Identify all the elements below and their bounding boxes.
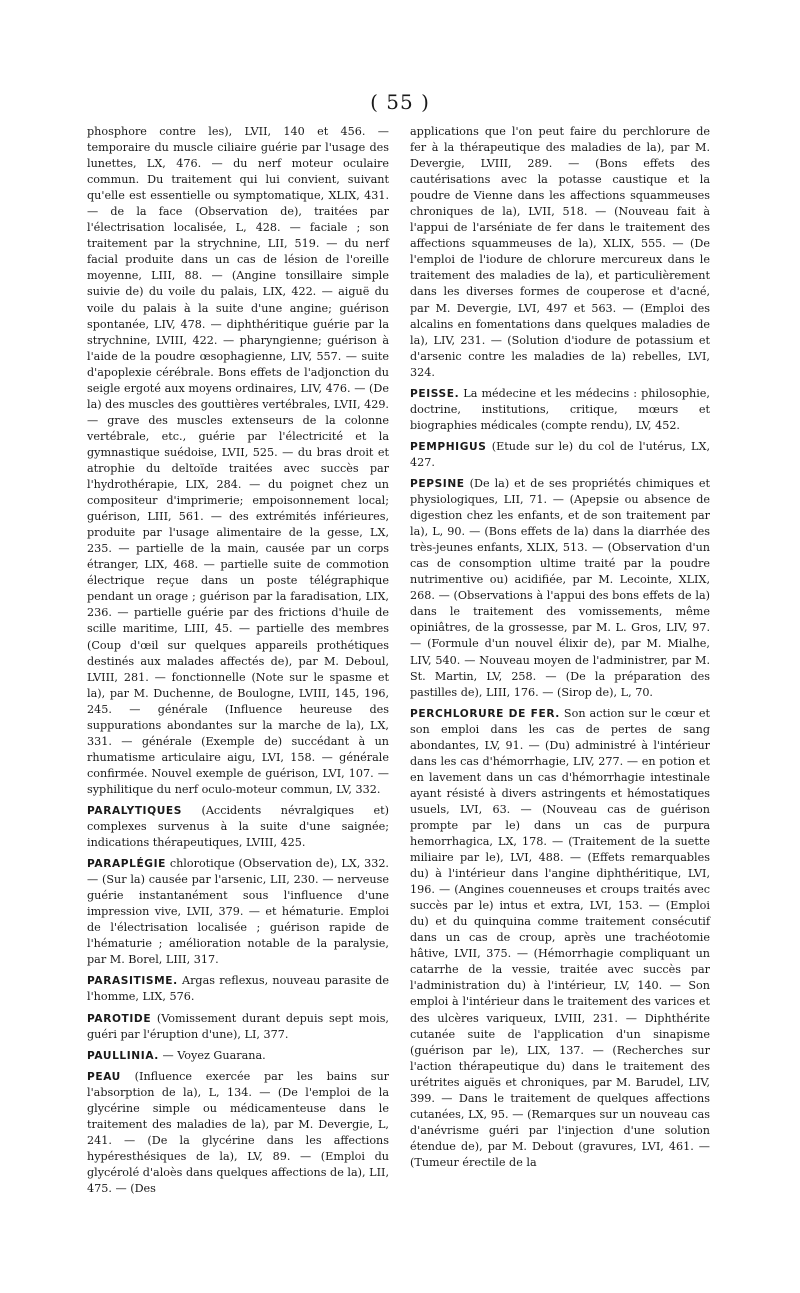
index-entry	[87, 856, 389, 968]
index-entry	[87, 1011, 389, 1043]
index-entry	[410, 476, 710, 701]
entry-text: phosphore contre les), LVII, 140 et 456. — temporaire du muscle ciliaire guérie par l'usage des lunettes, LX, 476. — du nerf moteur oculaire commun. Du traitement qui lui convient, suivant qu'elle est essentielle ou symptomatique, XLIX, 431. — de la face (Observation de), traitées par l'électrisation localisée, L, 428. — faciale ; son traitement par la strychnine, LII, 519. — du nerf facial produite dans un cas de lésion de l'oreille moyenne, LIII, 88. — (Angine tonsillaire simple suivie de) du voile du palais, LIX, 422. — aiguë du voile du palais à la suite d'une angine; guérison spontanée, LIV, 478. — diphthéritique guérie par la strychnine, LVIII, 422. — pharyngienne; guérison à l'aide de la poudre œsophagienne, LIV, 557. — suite d'apoplexie cérébrale. Bons effets de l'adjonction du seigle ergoté aux moyens ordinaires, LIV, 476. — (De la) des muscles des gouttières vertébrales, LVII, 429. — grave des muscles extenseurs de la colonne vertébrale, etc., guérie par l'électricité et la gymnastique suédoise, LVII, 525. — du bras droit et atrophie du deltoïde traitées avec succès par l'hydrothérapie, LIX, 284. — du poignet chez un compositeur d'imprimerie; empoisonnement local; guérison, LIII, 561. — des extrémités inférieures, produite par l'usage alimentaire de la gesse, LX, 235. — partielle de la main, causée par un corps étranger, LIX, 468. — partielle suite de commotion électrique reçue dans un poste télégraphique pendant un orage ; guérison par la faradisation, LIX, 236. — partielle guérie par des frictions d'huile de scille maritime, LIII, 45. — partielle des membres (Coup d'œil sur quelques appareils prothétiques destinés aux malades affectés de), par M. Deboul, LVIII, 281. — fonctionnelle (Note sur le spasme et la), par M. Duchenne, de Boulogne, LVIII, 145, 196, 245. — générale (Influence heureuse des suppurations abondantes sur la marche de la), LX, 331. — générale (Exemple de) succédant à un rhumatisme articulaire aigu, LVI, 158. — générale confirmée. Nouvel exemple de guérison, LVI, 107. — syphilitique du nerf oculo-moteur commun, LV, 332.	[87, 125, 389, 796]
entry-headword: PEPSINE	[410, 477, 465, 490]
entry-text: La médecine et les médecins : philosophie, doctrine, institutions, critique, mœurs et biographies médicales (compte rendu), LV, 452.	[410, 386, 710, 432]
entry-text: (Accidents névralgiques et) complexes survenus à la suite d'une saignée; indications thérapeutiques, LVIII, 425.	[87, 803, 389, 850]
entry-text: (Vomissement durant depuis sept mois, guéri par l'éruption d'une), LI, 377.	[87, 1011, 389, 1041]
index-entry	[410, 439, 710, 471]
right-column	[410, 124, 710, 1176]
index-entry	[410, 386, 710, 434]
entry-headword: PARASITISME.	[87, 975, 178, 988]
index-entry	[410, 124, 710, 381]
entry-headword: PARALYTIQUES	[87, 804, 182, 817]
index-entry	[87, 973, 389, 1005]
entry-text: Son action sur le cœur et son emploi dans les cas de pertes de sang abondantes, LV, 91. — (Du) administré à l'intérieur dans les cas d'hémorrhagie, LIV, 277. — en potion et en lavement dans un cas d'hémorrhagie intestinale ayant résisté à divers astringents et hémostatiques usuels, LVI, 63. — (Nouveau cas de guérison prompte par le) dans un cas de purpura hemorrhagica, LX, 178. — (Traitement de la suette miliaire par le), LVI, 488. — (Effets remarquables du) à l'intérieur dans l'angine diphthéritique, LVI, 196. — (Angines couenneuses et croups traités avec succès par le) intus et extra, LVI, 153. — (Emploi du) et du quinquina comme traitement consécutif dans un cas de croup, après une trachéotomie hâtive, LVII, 375. — (Hémorrhagie compliquant un catarrhe de la vessie, traitée avec succès par l'administration du) à l'intérieur, LV, 140. — Son emploi à l'intérieur dans le traitement des varices et des ulcères variqueux, LVIII, 231. — Diphthérite cutanée suite de l'application d'un sinapisme (guérison par le), LIX, 137. — (Recherches sur l'action thérapeutique du) dans le traitement des urétrites aiguës et chroniques, par M. Barudel, LIV, 399. — Dans le traitement de quelques affections cutanées, LX, 95. — (Remarques sur un nouveau cas d'anévrisme guéri par l'injection d'une solution étendue de), par M. Debout (gravures, LVI, 461. — (Tumeur érectile de la	[410, 706, 711, 1169]
left-column	[87, 124, 389, 1202]
page-number: ( 55 )	[370, 90, 430, 114]
entry-headword: PEAU	[87, 1070, 121, 1083]
entry-text: Argas reflexus, nouveau parasite de l'homme, LIX, 576.	[87, 974, 389, 1004]
index-entry	[87, 1069, 389, 1197]
entry-headword: PEISSE.	[410, 387, 460, 400]
entry-headword: PEMPHIGUS	[410, 440, 487, 453]
index-entry	[410, 706, 710, 1171]
entry-headword: PAROTIDE	[87, 1012, 152, 1025]
entry-headword: PARAPLÉGIE	[87, 858, 166, 871]
entry-headword: PERCHLORURE DE FER.	[410, 707, 560, 720]
entry-text: (De la) et de ses propriétés chimiques et physiologiques, LII, 71. — (Apepsie ou absence de digestion chez les enfants, et de son traitement par la), L, 90. — (Bons effets de la) dans la diarrhée des très-jeunes enfants, XLIX, 513. — (Observation d'un cas de consomption ultime traité par la poudre nutrimentive ou) acidifiée, par M. Lecointe, XLIX, 268. — (Observations à l'appui des bons effets de la) dans le traitement des vomissements, même opiniâtres, de la grossesse, par M. L. Gros, LIV, 97. — (Formule d'un nouvel élixir de), par M. Mialhe, LIV, 540. — Nouveau moyen de l'administrer, par M. St. Martin, LV, 258. — (De la préparation des pastilles de), LIII, 176. — (Sirop de), L, 70.	[410, 476, 711, 699]
entry-text: chlorotique (Observation de), LX, 332. — (Sur la) causée par l'arsenic, LII, 230. — nerveuse guérie instantanément sous l'influence d'une impression vive, LVII, 379. — et hématurie. Emploi de l'électrisation localisée ; guérison rapide de l'hématurie ; amélioration notable de la paralysie, par M. Borel, LIII, 317.	[87, 857, 389, 967]
index-entry	[87, 124, 389, 798]
entry-headword: PAULLINIA.	[87, 1049, 159, 1062]
entry-text: — Voyez Guarana.	[162, 1048, 266, 1062]
entry-text: applications que l'on peut faire du perchlorure de fer à la thérapeutique des maladies de la), par M. Devergie, LVIII, 289. — (Bons effets des cautérisations avec la potasse caustique et la poudre de Vienne dans les affections squammeuses chroniques de la), LVII, 518. — (Nouveau fait à l'appui de l'arséniate de fer dans le traitement des affections squammeuses de la), XLIX, 555. — (De l'emploi de l'iodure de chlorure mercureux dans le traitement des maladies de la), et particulièrement dans les diverses formes de couperose et d'acné, par M. Devergie, LVI, 497 et 563. — (Emploi des alcalins en fomentations dans quelques maladies de la), LIV, 231. — (Solution d'iodure de potassium et d'arsenic contre les maladies de la) rebelles, LVI, 324.	[410, 125, 710, 379]
entry-text: (Etude sur le) du col de l'utérus, LX, 427.	[410, 439, 710, 469]
index-entry	[87, 803, 389, 851]
entry-text: (Influence exercée par les bains sur l'absorption de la), L, 134. — (De l'emploi de la glycérine simple ou médicamenteuse dans le traitement des maladies de la), par M. Devergie, L, 241. — (De la glycérine dans les affections hypéresthésiques de la), LV, 89. — (Emploi du glycérolé d'aloès dans quelques affections de la), LII, 475. — (Des	[87, 1069, 389, 1195]
index-entry	[87, 1048, 389, 1064]
